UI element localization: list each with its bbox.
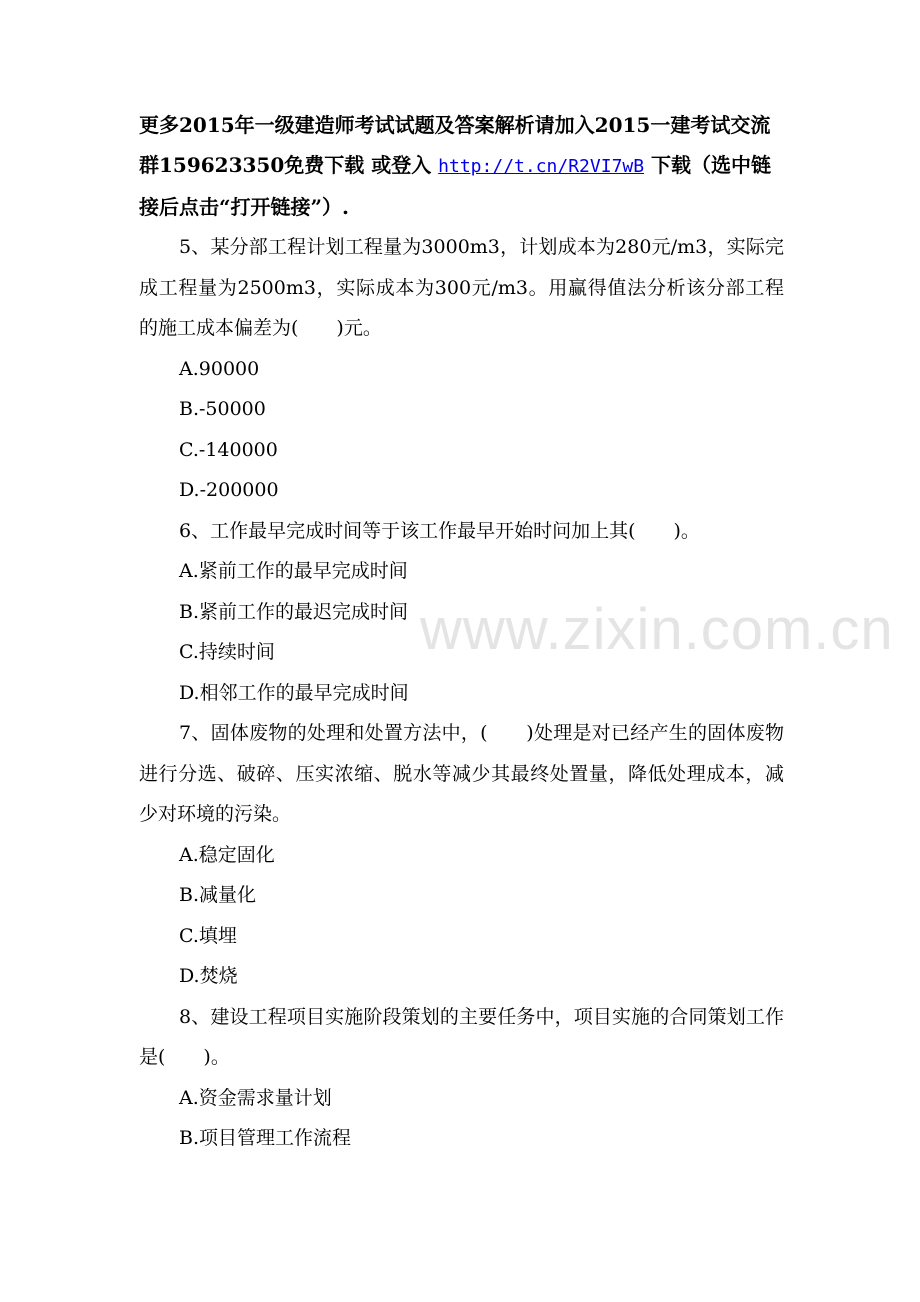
question-5-text: 5、某分部工程计划工程量为3000m3，计划成本为280元/m3，实际完成工程量为2500m3，实际成本为300元/m3。用赢得值法分析该分部工程的施工成本偏差为( )元。 [139,236,784,339]
question-6-option-d: D.相邻工作的最早完成时间 [179,681,409,704]
watermark: www.zixin.com.cn [420,597,894,662]
question-5-option-b: B.-50000 [179,398,266,420]
question-7-option-a: A.稳定固化 [179,843,275,866]
question-7-option-c: C.填埋 [179,924,237,947]
question-7-option-d: D.焚烧 [179,965,238,987]
question-6-text: 6、工作最早完成时间等于该工作最早开始时问加上其( )。 [179,519,700,542]
document-body [139,105,784,1159]
promo-paragraph [139,105,784,227]
question-5-option-c: C.-140000 [179,438,278,461]
promo-text: 更多2015年一级建造师考试试题及答案解析请加入2015一建考试交流群159623350免费下载 或登入 [139,113,771,177]
question-8-option-b: B.项目管理工作流程 [179,1127,352,1149]
question-7-text: 7、固体废物的处理和处置方法中，( )处理是对已经产生的固体废物进行分选、破碎、压实浓缩、脱水等减少其最终处置量，降低处理成本，减少对环境的污染。 [139,722,784,825]
question-5-option-d: D.-200000 [179,479,279,501]
download-link[interactable]: http://t.cn/R2VI7wB [438,156,645,177]
question-7-option-b: B.减量化 [179,884,257,906]
question-6-option-c: C.持续时间 [179,641,275,663]
question-6-option-b: B.紧前工作的最迟完成时间 [179,600,409,623]
question-5-option-a: A.90000 [179,357,260,380]
promo-text-tail: 下载（选中链接后点击“打开链接”）. [139,153,772,219]
question-6-option-a: A.紧前工作的最早完成时间 [179,560,408,582]
question-8-text: 8、建设工程项目实施阶段策划的主要任务中，项目实施的合同策划工作是( )。 [139,1005,784,1068]
question-8-option-a: A.资金需求量计划 [179,1086,332,1109]
